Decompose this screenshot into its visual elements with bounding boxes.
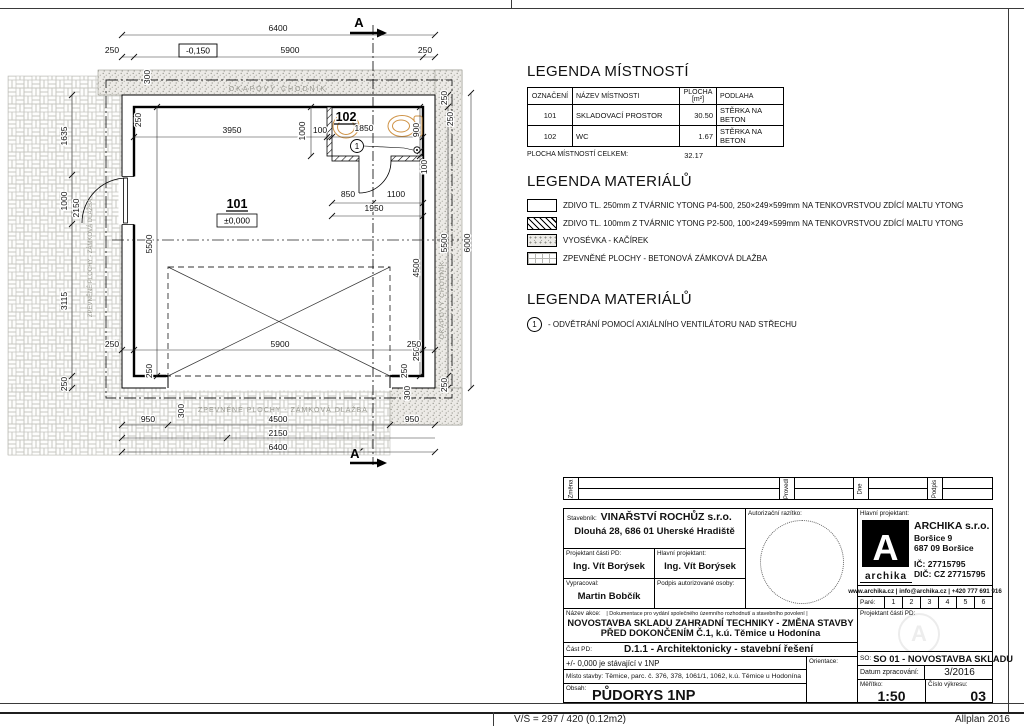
dimension-label: 5900: [280, 45, 300, 55]
dimension-label: 250: [445, 111, 455, 127]
table-row: [528, 126, 784, 147]
scale-cell: [857, 679, 926, 703]
pare-number: 2: [902, 597, 920, 608]
legend-item-label: ZDIVO TL. 100mm Z TVÁRNIC YTONG P2-500, 100×249×599mm NA TENKOVRSTVOU ZDÍCÍ MALTU YTONG: [563, 218, 964, 228]
ref-circle-1: 1: [527, 317, 542, 332]
dimension-label: 250: [411, 346, 421, 362]
pare-number: 4: [938, 597, 956, 608]
date-row: [857, 665, 993, 680]
chief-designer-cell: [654, 548, 746, 579]
dimension-label: 250: [133, 112, 143, 128]
firm-dic: DIČ: CZ 27715795: [914, 569, 986, 579]
site-row: [563, 669, 807, 684]
title-block: [563, 477, 1014, 704]
svg-text:101: 101: [226, 197, 248, 211]
project-name-cell: [563, 608, 858, 643]
room-102-label: [334, 110, 358, 124]
section-label-top: A: [354, 15, 364, 30]
firm-label: Hlavní projektant:: [860, 510, 910, 517]
dimension-label: 1950: [364, 203, 384, 213]
designer-cell: [563, 548, 655, 579]
vent-ref-number: 1: [354, 142, 360, 151]
dimension-label: 1000: [59, 191, 69, 211]
dimension-label: 900: [411, 122, 421, 138]
client-cell: [563, 508, 746, 549]
level-note: +/- 0,000 je stávající v 1NP: [566, 658, 660, 668]
dimension-label: 250: [439, 377, 449, 393]
pare-number: 1: [884, 597, 902, 608]
paving-left-label: ZPEVNĚNÉ PLOCHY - ZÁMKOVÁ DLAŽBA: [88, 198, 94, 318]
drawing-number-cell: [925, 679, 993, 703]
date-label: Datum zpracování:: [860, 669, 919, 676]
dimension-label: 850: [340, 189, 356, 199]
pd-part-label: Část PD:: [566, 646, 593, 653]
dimension-label: 950: [404, 414, 420, 424]
legend-item: [527, 252, 947, 265]
dimension-label: 6400: [268, 442, 288, 452]
section-label-bottom: A´: [350, 446, 364, 461]
room-name: SKLADOVACÍ PROSTOR: [573, 105, 680, 126]
room-name: WC: [573, 126, 680, 147]
firm-name: ARCHIKA s.r.o.: [914, 520, 990, 532]
dimension-label: 1000: [297, 121, 307, 141]
archika-logo-text: archika: [860, 571, 912, 583]
dimension-label: 250: [104, 45, 120, 55]
level-marker-top: [179, 44, 217, 57]
svg-text:±0,000: ±0,000: [224, 215, 250, 226]
legend-item-label: ZPEVNĚNÉ PLOCHY - BETONOVÁ ZÁMKOVÁ DLAŽBA: [563, 253, 768, 263]
room-area: 1.67: [680, 126, 717, 147]
legend-note-label: - ODVĚTRÁNÍ POMOCÍ AXIÁLNÍHO VENTILÁTORU NAD STŘECHU: [548, 319, 797, 329]
dimension-label: 250: [439, 90, 449, 106]
revision-dne-label: Dne: [857, 482, 864, 495]
table-row: [528, 105, 784, 126]
room-legend-total: [527, 149, 947, 163]
dimension-label: 250: [399, 363, 409, 379]
client-address: Dlouhá 28, 686 01 Uherské Hradiště: [574, 526, 735, 537]
dimension-label: 250: [144, 363, 154, 379]
status-bar: [0, 714, 1024, 726]
legend-item-label: VYOSÉVKA - KAČÍREK: [563, 236, 649, 245]
drawing-number-value: 03: [970, 688, 986, 704]
firm-cell: [857, 508, 993, 586]
pare-number: 5: [956, 597, 974, 608]
stamp-label: Autorizační razítko:: [748, 510, 802, 517]
revision-cell: [579, 478, 780, 499]
application-name: Allplan 2016: [954, 714, 1010, 725]
part-designer-cell: [857, 608, 993, 652]
legend-item: [527, 234, 947, 247]
dimension-label: 5500: [144, 234, 154, 254]
archika-logo-icon: [862, 520, 909, 573]
scale-label: Měřítko:: [860, 681, 883, 688]
dimension-label: 300: [142, 69, 152, 85]
revision-cell: [943, 478, 992, 499]
watermark-logo: A: [898, 613, 940, 655]
firm-addr2: 687 09 Boršice: [914, 543, 974, 553]
designer-name: Ing. Vít Borýsek: [573, 561, 645, 572]
okapovy-chodnik-right-label: OKAPOVÝ CHODNÍK: [439, 260, 446, 340]
dimension-label: 2150: [71, 198, 81, 218]
pd-part-row: [563, 642, 858, 657]
dimension-label: 250: [417, 45, 433, 55]
dimension-label: 1100: [386, 189, 406, 199]
dimension-label: 100: [419, 159, 429, 175]
client-label: Stavebník:: [567, 515, 597, 522]
legend-note: [527, 317, 947, 332]
col-header: NÁZEV MÍSTNOSTI: [573, 88, 680, 105]
svg-text:102: 102: [335, 110, 357, 124]
signature-cell: [654, 578, 746, 609]
chief-designer-label: Hlavní projektant:: [657, 550, 707, 557]
room-floor: STĚRKA NA BETON: [717, 105, 784, 126]
room-number: 102: [528, 126, 573, 147]
level-note-row: [563, 656, 807, 670]
orientation-label: Orientace:: [809, 658, 839, 665]
gravel-swatch: [527, 234, 557, 247]
signature-label: Podpis autorizované osoby:: [657, 580, 735, 587]
room-area: 30.50: [680, 105, 717, 126]
firm-contact: www.archika.cz | info@archika.cz | +420 777 691 916: [848, 587, 1002, 595]
scale-value: 1:50: [877, 688, 906, 704]
site-label: Místo stavby:: [566, 673, 604, 680]
content-title: PŮDORYS 1NP: [592, 688, 696, 704]
project-name-line1: NOVOSTAVBA SKLADU ZAHRADNÍ TECHNIKY - ZMĚNA STAVBY: [567, 618, 854, 628]
dimension-label: 2150: [268, 428, 288, 438]
dimension-label: 300: [176, 403, 186, 419]
col-header: OZNAČENÍ: [528, 88, 573, 105]
drawing-number-label: Číslo výkresu:: [928, 681, 968, 688]
site-value: Těmice, parc. č. 376, 378, 1061/1, 1062, k.ú. Těmice u Hodonína: [605, 673, 802, 680]
notes-legend-title: LEGENDA MATERIÁLŮ: [527, 290, 692, 308]
total-value: 32.17: [684, 151, 703, 160]
svg-text:-0,150: -0,150: [185, 45, 211, 56]
room-floor: STĚRKA NA BETON: [717, 126, 784, 147]
room-number: 101: [528, 105, 573, 126]
sheet-size-readout: V/Š = 297 / 420 (0.12m2): [514, 714, 627, 725]
pare-label: Paré:: [860, 599, 876, 606]
pd-part-value: D.1.1 - Architektonicky - stavební řešení: [624, 644, 814, 655]
so-label: SO:: [860, 655, 872, 662]
orientation-cell: [806, 656, 858, 703]
dimension-label: 250: [406, 339, 422, 349]
legend-item: [527, 199, 964, 212]
dimension-label: 3950: [222, 125, 242, 135]
pare-number: 6: [974, 597, 992, 608]
room-legend-title: LEGENDA MÍSTNOSTÍ: [527, 63, 689, 80]
legend-item-label: ZDIVO TL. 250mm Z TVÁRNIC YTONG P4-500, 250×249×599mm NA TENKOVRSTVOU ZDÍCÍ MALTU YTONG: [563, 201, 964, 210]
dimension-label: 4500: [411, 258, 421, 278]
table-header-row: [528, 88, 784, 105]
so-value: SO 01 - NOVOSTAVBA SKLADU: [873, 653, 1014, 664]
dimension-label: 6400: [268, 23, 288, 33]
designer-label: Projektant části PD:: [566, 550, 622, 557]
dimension-label: 5500: [439, 233, 449, 253]
dimension-label: 950: [140, 414, 156, 424]
part-designer-label: Projektant části PD:: [860, 610, 916, 617]
col-header: PODLAHA: [717, 88, 784, 105]
legend-item: [527, 217, 964, 230]
dimension-label: 3115: [59, 291, 69, 311]
hatched-wall-swatch: [527, 217, 557, 230]
chief-designer-name: Ing. Vít Borýsek: [664, 561, 736, 572]
dimension-label: 250: [104, 339, 120, 349]
material-legend-title: LEGENDA MATERIÁLŮ: [527, 173, 692, 190]
revision-podpis-label: Podpis: [932, 479, 939, 498]
drafted-by-cell: [563, 578, 655, 609]
revision-strip: [563, 477, 993, 500]
dimension-label: 300: [402, 385, 412, 401]
stamp-cell: [745, 508, 858, 609]
drafted-by-name: Martin Bobčík: [577, 591, 641, 602]
revision-cell: [869, 478, 928, 499]
firm-ic: IČ: 27715795: [914, 559, 966, 569]
pare-number: 3: [920, 597, 938, 608]
okapovy-chodnik-top-label: OKAPOVÝ CHODNÍK: [228, 86, 328, 93]
paving-swatch: [527, 252, 557, 265]
solid-wall-swatch: [527, 199, 557, 212]
total-label: PLOCHA MÍSTNOSTÍ CELKEM:: [527, 151, 629, 158]
firm-addr1: Boršice 9: [914, 533, 953, 543]
project-name-note: | Dokumentace pro vydání společného územního rozhodnutí a stavebního povolení |: [606, 611, 808, 617]
legend-panel: [527, 63, 964, 336]
col-header: PLOCHA [m²]: [680, 88, 717, 105]
so-row: [857, 651, 1014, 666]
room-legend-table: [527, 87, 784, 147]
dimension-label: 6000: [462, 233, 472, 253]
dimension-label: 1635: [59, 126, 69, 146]
stamp-circle: [760, 520, 844, 604]
dimension-label: 5900: [270, 339, 290, 349]
date-value: 3/2016: [924, 666, 994, 679]
dimension-label: 1850: [354, 123, 374, 133]
dimension-label: 100: [312, 125, 328, 135]
project-name-label: Název akce:: [566, 610, 601, 617]
client-name: VINAŘSTVÍ ROCHŮZ s.r.o.: [600, 511, 732, 523]
content-label: Obsah:: [566, 685, 587, 692]
dimension-label: 4500: [268, 414, 288, 424]
paving-bottom-label: ZPEVNĚNÉ PLOCHY - ZÁMKOVÁ DLAŽBA: [198, 407, 368, 414]
svg-text:A: A: [872, 527, 899, 568]
content-cell: [563, 683, 807, 703]
revision-zmena-label: Změna: [568, 479, 574, 498]
revision-cell: [795, 478, 854, 499]
drafted-by-label: Vypracoval:: [566, 580, 599, 587]
project-name-line2: PŘED DOKONČENÍM Č.1, k.ú. Těmice u Hodonína: [600, 628, 821, 638]
revision-provedl-label: Provedl: [784, 478, 790, 499]
dimension-label: 250: [59, 376, 69, 392]
